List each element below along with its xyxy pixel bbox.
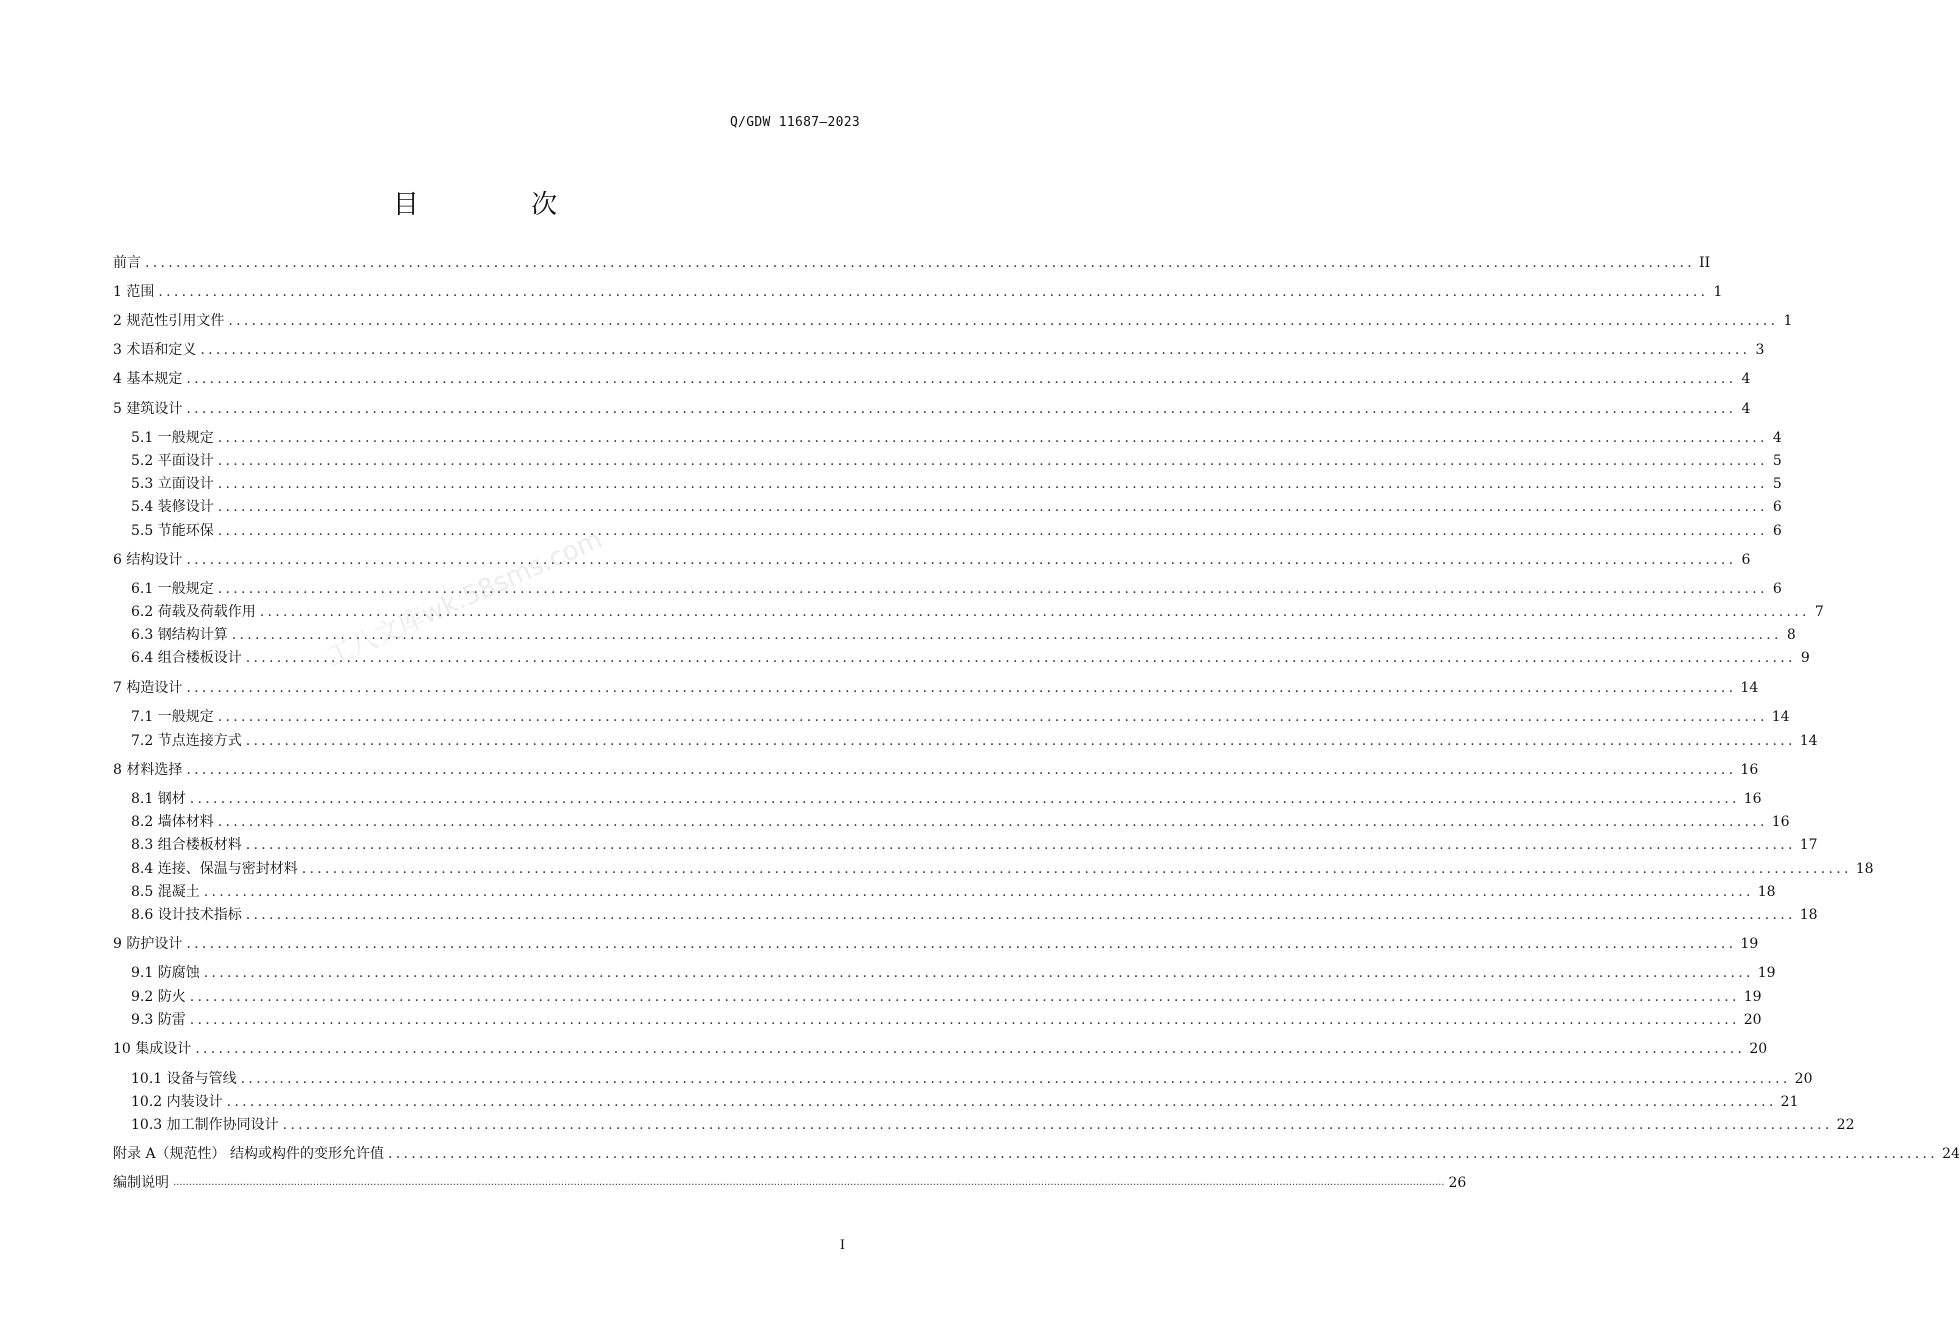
toc-leader: ........................................................................................................................................................................................................ [200, 342, 1751, 358]
toc-page: 26 [1448, 1175, 1467, 1191]
toc-entry-5-3[interactable] [131, 471, 1782, 493]
toc-page: 19 [1740, 936, 1759, 952]
toc-leader: ........................................................................................................................................................................................................ [245, 837, 1796, 853]
toc-label: 8.3 组合楼板材料 [131, 837, 242, 853]
toc-label: 8.6 设计技术指标 [131, 907, 242, 923]
toc-page: 19 [1757, 965, 1776, 981]
toc-page: 6 [1772, 499, 1782, 515]
toc-page: 16 [1743, 791, 1762, 807]
toc-leader: ........................................................................................................................................................................................................ [231, 627, 1782, 643]
toc-leader: ........................................................................................................................................................................................................ [240, 1071, 1791, 1087]
toc-label: 9.2 防火 [131, 989, 186, 1005]
toc-label: 7.2 节点连接方式 [131, 733, 242, 749]
toc-entry-9-1[interactable] [131, 960, 1776, 982]
toc-entry-10[interactable] [113, 1036, 1768, 1058]
toc-page: 16 [1740, 762, 1759, 778]
toc-leader: ........................................................................................................................................................................................................ [226, 1094, 1777, 1110]
toc-label: 9.3 防雷 [131, 1012, 186, 1028]
toc-entry-2[interactable] [113, 308, 1793, 330]
toc-leader: ........................................................................................................................................................................................................ [245, 650, 1796, 666]
toc-leader: ........................................................................................................................................................................................................ [388, 1146, 1939, 1162]
toc-label: 8 材料选择 [113, 762, 183, 778]
toc-leader: ........................................................................................................................................................................................................ [217, 709, 1768, 725]
toc-entry-7[interactable] [113, 675, 1759, 697]
toc-leader: ........................................................................................................................................................................................................ [186, 680, 1737, 696]
toc-label: 6.4 组合楼板设计 [131, 650, 242, 666]
toc-leader: ........................................................................................................................................................................................................ [186, 936, 1737, 952]
toc-page: 22 [1836, 1117, 1855, 1133]
toc-page: 24 [1942, 1146, 1960, 1162]
toc-label: 附录 A（规范性） 结构或构件的变形允许值 [113, 1146, 385, 1162]
toc-entry-9[interactable] [113, 931, 1759, 953]
toc-label: 10 集成设计 [113, 1041, 192, 1057]
toc-entry-6-3[interactable] [131, 622, 1796, 644]
toc-entry-8-4[interactable] [131, 856, 1874, 878]
toc-leader: ........................................................................................................................................................................................................ [189, 1012, 1740, 1028]
toc-entry-8-5[interactable] [131, 879, 1776, 901]
toc-page: 8 [1786, 627, 1796, 643]
toc-entry-notes[interactable] [113, 1170, 1467, 1192]
toc-leader: ........................................................................................................................................................................................................ [203, 965, 1754, 981]
toc-label: 5.3 立面设计 [131, 476, 214, 492]
toc-leader: ........................................................................................................................................................................................................ [217, 453, 1768, 469]
toc-entry-5-4[interactable] [131, 494, 1782, 516]
toc-label: 8.2 墙体材料 [131, 814, 214, 830]
toc-entry-3[interactable] [113, 337, 1765, 359]
toc-page: 14 [1740, 680, 1759, 696]
toc-label: 10.2 内装设计 [131, 1094, 223, 1110]
toc-label: 编制说明 [113, 1175, 169, 1191]
toc-label: 7 构造设计 [113, 680, 183, 696]
toc-entry-8-2[interactable] [131, 809, 1790, 831]
toc-label: 9 防护设计 [113, 936, 183, 952]
toc-leader: ........................................................................................................................................................................................................ [301, 861, 1852, 877]
toc-leader: ........................................................................................................................................................................................................ [259, 604, 1810, 620]
toc-label: 5.4 装修设计 [131, 499, 214, 515]
toc-page: 20 [1749, 1041, 1768, 1057]
toc-entry-7-2[interactable] [131, 728, 1818, 750]
toc-label: 1 范围 [113, 284, 155, 300]
toc-page: 18 [1799, 907, 1818, 923]
toc-entry-9-2[interactable] [131, 984, 1762, 1006]
toc-page: 5 [1772, 453, 1782, 469]
toc-leader: ........................................................................................................................................................................................................ [186, 762, 1737, 778]
toc-leader: ................................................................................................................................................................................................................................................................................................................................................................................................................ [173, 1177, 1445, 1188]
toc-entry-appendix-a[interactable] [113, 1141, 1960, 1163]
toc-page: 4 [1741, 401, 1751, 417]
toc-leader: ........................................................................................................................................................................................................ [158, 284, 1709, 300]
toc-entry-10-1[interactable] [131, 1066, 1813, 1088]
toc-page: 1 [1713, 284, 1723, 300]
toc-entry-8-1[interactable] [131, 786, 1762, 808]
toc-page: 18 [1757, 884, 1776, 900]
toc-label: 5.1 一般规定 [131, 430, 214, 446]
toc-leader: ........................................................................................................................................................................................................ [245, 733, 1796, 749]
toc-entry-5[interactable] [113, 396, 1751, 418]
toc-label: 10.3 加工制作协同设计 [131, 1117, 279, 1133]
toc-page: 3 [1755, 342, 1765, 358]
toc-page: 4 [1741, 371, 1751, 387]
toc-page: 19 [1743, 989, 1762, 1005]
toc-page: 14 [1771, 709, 1790, 725]
toc-label: 6 结构设计 [113, 552, 183, 568]
page-number: I [839, 1238, 845, 1253]
toc-page: 16 [1771, 814, 1790, 830]
page-title: 目 次 [392, 190, 610, 220]
toc-entry-9-3[interactable] [131, 1007, 1762, 1029]
toc-page: 6 [1772, 523, 1782, 539]
toc-page: 14 [1799, 733, 1818, 749]
toc-leader: ........................................................................................................................................................................................................ [189, 791, 1740, 807]
toc-label: 5.2 平面设计 [131, 453, 214, 469]
toc-page: 20 [1794, 1071, 1813, 1087]
toc-label: 10.1 设备与管线 [131, 1071, 237, 1087]
toc-label: 6.3 钢结构计算 [131, 627, 228, 643]
toc-leader: ........................................................................................................................................................................................................ [217, 581, 1768, 597]
toc-label: 8.4 连接、保温与密封材料 [131, 861, 298, 877]
toc-page: 21 [1780, 1094, 1799, 1110]
toc-leader: ........................................................................................................................................................................................................ [217, 476, 1768, 492]
toc-label: 7.1 一般规定 [131, 709, 214, 725]
toc-entry-4[interactable] [113, 366, 1751, 388]
toc-page: 7 [1814, 604, 1824, 620]
toc-entry-6[interactable] [113, 547, 1751, 569]
toc-page: 1 [1783, 313, 1793, 329]
toc-label: 9.1 防腐蚀 [131, 965, 200, 981]
toc-entry-8-3[interactable] [131, 832, 1818, 854]
watermark: 工八文库wk.58sms.com [322, 524, 607, 673]
toc-leader: ........................................................................................................................................................................................................ [145, 255, 1696, 271]
toc-leader: ........................................................................................................................................................................................................ [186, 401, 1737, 417]
toc-entry-1[interactable] [113, 279, 1723, 301]
toc-leader: ........................................................................................................................................................................................................ [282, 1117, 1833, 1133]
toc-label: 5.5 节能环保 [131, 523, 214, 539]
toc-page: 18 [1855, 861, 1874, 877]
toc-label: 前言 [113, 255, 141, 271]
toc-page: II [1699, 255, 1711, 271]
toc-leader: ........................................................................................................................................................................................................ [186, 552, 1737, 568]
document-code: Q/GDW 11687—2023 [729, 115, 860, 130]
toc-page: 6 [1741, 552, 1751, 568]
toc-entry-8[interactable] [113, 757, 1759, 779]
toc-entry-5-2[interactable] [131, 448, 1782, 470]
toc-entry-5-1[interactable] [131, 425, 1782, 447]
toc-leader: ........................................................................................................................................................................................................ [217, 430, 1768, 446]
toc-page: 9 [1800, 650, 1810, 666]
toc-leader: ........................................................................................................................................................................................................ [195, 1041, 1746, 1057]
toc-leader: ........................................................................................................................................................................................................ [217, 499, 1768, 515]
toc-entry-preface[interactable] [113, 250, 1711, 272]
toc-label: 6.1 一般规定 [131, 581, 214, 597]
toc-label: 6.2 荷载及荷载作用 [131, 604, 256, 620]
toc-leader: ........................................................................................................................................................................................................ [203, 884, 1754, 900]
toc-page: 20 [1743, 1012, 1762, 1028]
toc-entry-7-1[interactable] [131, 704, 1790, 726]
toc-leader: ........................................................................................................................................................................................................ [245, 907, 1796, 923]
toc-label: 8.1 钢材 [131, 791, 186, 807]
toc-label: 4 基本规定 [113, 371, 183, 387]
toc-entry-10-3[interactable] [131, 1112, 1855, 1134]
toc-page: 5 [1772, 476, 1782, 492]
toc-page: 4 [1772, 430, 1782, 446]
toc-entry-5-5[interactable] [131, 518, 1782, 540]
toc-label: 2 规范性引用文件 [113, 313, 225, 329]
toc-leader: ........................................................................................................................................................................................................ [217, 814, 1768, 830]
toc-label: 5 建筑设计 [113, 401, 183, 417]
toc-page: 17 [1799, 837, 1818, 853]
toc-leader: ........................................................................................................................................................................................................ [228, 313, 1779, 329]
toc-label: 3 术语和定义 [113, 342, 197, 358]
toc-leader: ........................................................................................................................................................................................................ [189, 989, 1740, 1005]
toc-entry-8-6[interactable] [131, 902, 1818, 924]
toc-entry-6-4[interactable] [131, 645, 1810, 667]
toc-leader: ........................................................................................................................................................................................................ [217, 523, 1768, 539]
toc-leader: ........................................................................................................................................................................................................ [186, 371, 1737, 387]
toc-label: 8.5 混凝土 [131, 884, 200, 900]
toc-entry-10-2[interactable] [131, 1089, 1799, 1111]
toc-page: 6 [1772, 581, 1782, 597]
